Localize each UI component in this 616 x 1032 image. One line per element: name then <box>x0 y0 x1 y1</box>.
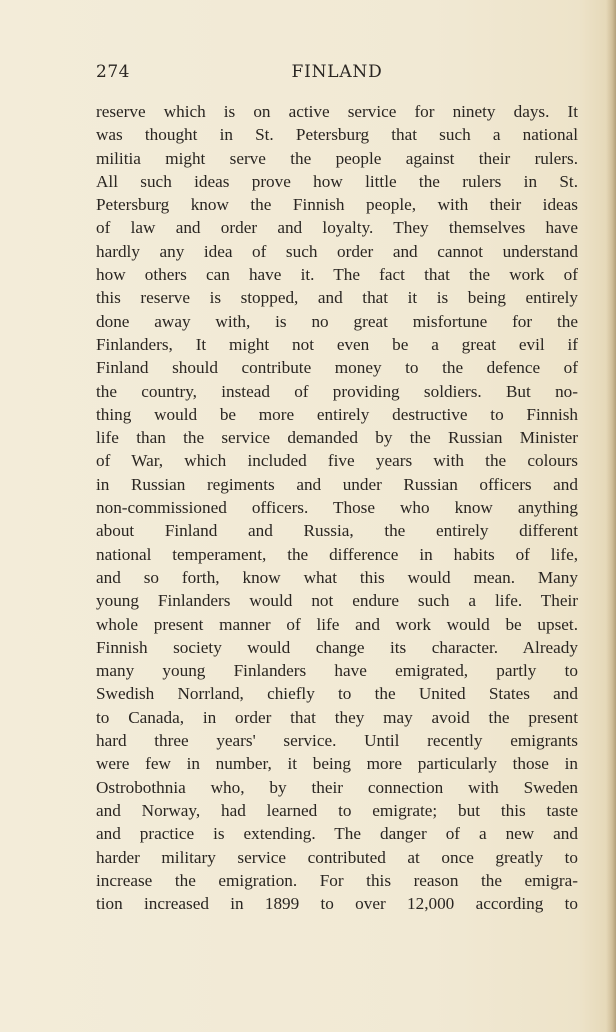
body-text <box>96 100 578 915</box>
text-line: life than the service demanded by the Russian Minister <box>96 428 578 448</box>
text-line: were few in number, it being more particularly those in <box>96 754 578 774</box>
text-line: Ostrobothnia who, by their connection with Sweden <box>96 777 578 797</box>
text-line: Finlanders, It might not even be a great evil if <box>96 334 578 354</box>
text-line: Swedish Norrland, chiefly to the United States and <box>96 684 578 704</box>
text-line: Petersburg know the Finnish people, with their ideas <box>96 195 578 215</box>
text-line: many young Finlanders have emigrated, partly to <box>96 661 578 681</box>
text-line: thing would be more entirely destructive to Finnish <box>96 404 578 424</box>
page-header <box>96 62 578 88</box>
text-line: young Finlanders would not endure such a life. Their <box>96 591 578 611</box>
text-line: to Canada, in order that they may avoid the present <box>96 707 578 727</box>
text-line: and Norway, had learned to emigrate; but this taste <box>96 800 578 820</box>
text-line: harder military service contributed at once greatly to <box>96 847 578 867</box>
text-line: hardly any idea of such order and cannot understand <box>96 241 578 261</box>
page-edge-shadow <box>606 0 616 1032</box>
text-line: of law and order and loyalty. They themselves have <box>96 218 578 238</box>
text-line: this reserve is stopped, and that it is being entirely <box>96 288 578 308</box>
text-line: of War, which included five years with the colours <box>96 451 578 471</box>
running-head: FINLAND <box>291 62 383 82</box>
text-line: done away with, is no great misfortune for the <box>96 311 578 331</box>
text-line: non-commissioned officers. Those who know anything <box>96 498 578 518</box>
text-line: the country, instead of providing soldiers. But no- <box>96 381 578 401</box>
text-line: and so forth, know what this would mean. Many <box>96 567 578 587</box>
text-line: Finnish society would change its character. Already <box>96 637 578 657</box>
text-line: hard three years' service. Until recently emigrants <box>96 731 578 751</box>
text-line: national temperament, the difference in habits of life, <box>96 544 578 564</box>
text-line: in Russian regiments and under Russian officers and <box>96 474 578 494</box>
text-line: reserve which is on active service for ninety days. It <box>96 102 578 121</box>
text-line: militia might serve the people against their rulers. <box>96 148 578 168</box>
text-line: about Finland and Russia, the entirely different <box>96 521 578 541</box>
text-line: whole present manner of life and work would be upset. <box>96 614 578 634</box>
text-line: and practice is extending. The danger of a new and <box>96 824 578 844</box>
page-number: 274 <box>96 62 130 82</box>
text-line: how others can have it. The fact that the work of <box>96 265 578 285</box>
text-line: All such ideas prove how little the rulers in St. <box>96 171 578 191</box>
text-line: tion increased in 1899 to over 12,000 according to <box>96 894 578 914</box>
text-line: increase the emigration. For this reason the emigra- <box>96 870 578 890</box>
text-line: Finland should contribute money to the defence of <box>96 358 578 378</box>
text-line: was thought in St. Petersburg that such a national <box>96 125 578 145</box>
